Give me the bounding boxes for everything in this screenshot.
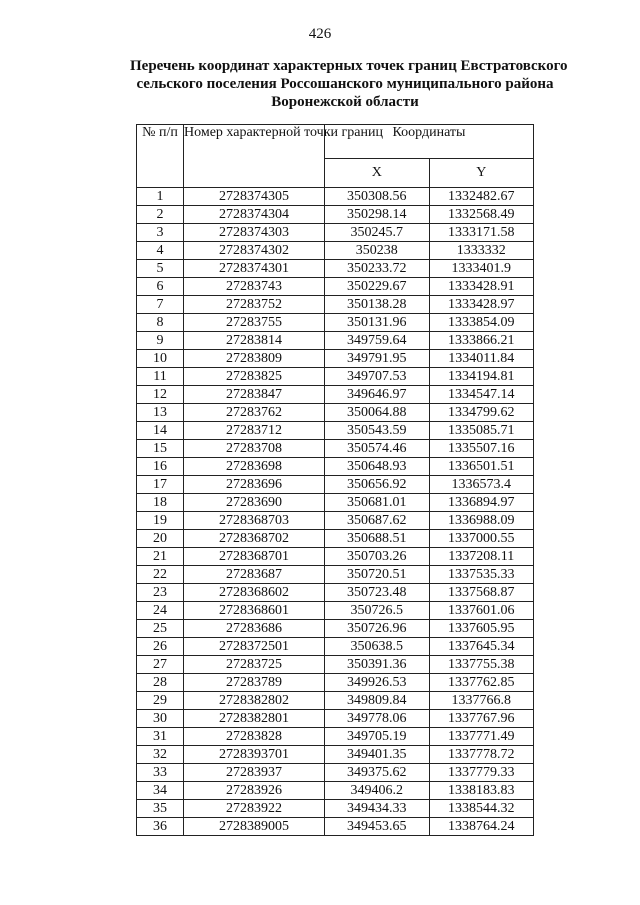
- table-row: [137, 350, 534, 368]
- cell-x: 350543.59: [325, 422, 430, 440]
- table-row: [137, 692, 534, 710]
- cell-point-number: 27283828: [184, 728, 325, 746]
- cell-point-number: 27283847: [184, 386, 325, 404]
- cell-x: 349453.65: [325, 818, 430, 836]
- cell-y: 1337605.95: [429, 620, 534, 638]
- page-number: 426: [308, 26, 332, 42]
- cell-x: 350064.88: [325, 404, 430, 422]
- cell-x: 350723.48: [325, 584, 430, 602]
- cell-y: 1337778.72: [429, 746, 534, 764]
- cell-y: 1333866.21: [429, 332, 534, 350]
- cell-x: 349434.33: [325, 800, 430, 818]
- document-title: [130, 57, 568, 111]
- cell-point-number: 27283789: [184, 674, 325, 692]
- cell-point-number: 27283937: [184, 764, 325, 782]
- table-row: [137, 458, 534, 476]
- cell-x: 350138.28: [325, 296, 430, 314]
- cell-number: 7: [137, 296, 184, 314]
- cell-number: 35: [137, 800, 184, 818]
- cell-y: 1337766.8: [429, 692, 534, 710]
- cell-point-number: 2728374304: [184, 206, 325, 224]
- cell-x: 349406.2: [325, 782, 430, 800]
- table-row: [137, 260, 534, 278]
- cell-number: 28: [137, 674, 184, 692]
- table-row: [137, 530, 534, 548]
- table-row: [137, 656, 534, 674]
- cell-point-number: 27283698: [184, 458, 325, 476]
- cell-point-number: 27283755: [184, 314, 325, 332]
- cell-y: 1332482.67: [429, 188, 534, 206]
- cell-number: 3: [137, 224, 184, 242]
- cell-number: 19: [137, 512, 184, 530]
- cell-number: 33: [137, 764, 184, 782]
- cell-x: 349401.35: [325, 746, 430, 764]
- cell-x: 350720.51: [325, 566, 430, 584]
- table-row: [137, 566, 534, 584]
- cell-x: 349778.06: [325, 710, 430, 728]
- header-y: Y: [429, 158, 534, 187]
- header-x: X: [325, 158, 430, 187]
- table-row: [137, 602, 534, 620]
- cell-x: 350574.46: [325, 440, 430, 458]
- table-row: [137, 314, 534, 332]
- cell-y: 1337779.33: [429, 764, 534, 782]
- cell-point-number: 27283762: [184, 404, 325, 422]
- table-row: [137, 674, 534, 692]
- cell-number: 25: [137, 620, 184, 638]
- cell-point-number: 27283696: [184, 476, 325, 494]
- cell-y: 1337535.33: [429, 566, 534, 584]
- cell-number: 4: [137, 242, 184, 260]
- cell-y: 1333854.09: [429, 314, 534, 332]
- cell-point-number: 27283922: [184, 800, 325, 818]
- cell-y: 1335507.16: [429, 440, 534, 458]
- cell-x: 350238: [325, 242, 430, 260]
- cell-number: 22: [137, 566, 184, 584]
- cell-point-number: 2728372501: [184, 638, 325, 656]
- cell-y: 1337000.55: [429, 530, 534, 548]
- cell-number: 21: [137, 548, 184, 566]
- cell-point-number: 2728374305: [184, 188, 325, 206]
- cell-point-number: 2728368601: [184, 602, 325, 620]
- table-row: [137, 800, 534, 818]
- table-row: [137, 710, 534, 728]
- cell-y: 1337568.87: [429, 584, 534, 602]
- cell-y: 1334011.84: [429, 350, 534, 368]
- cell-y: 1337762.85: [429, 674, 534, 692]
- cell-x: 350638.5: [325, 638, 430, 656]
- cell-x: 350391.36: [325, 656, 430, 674]
- cell-x: 350656.92: [325, 476, 430, 494]
- cell-x: 350648.93: [325, 458, 430, 476]
- cell-y: 1334194.81: [429, 368, 534, 386]
- cell-x: 350681.01: [325, 494, 430, 512]
- cell-x: 350131.96: [325, 314, 430, 332]
- cell-y: 1338764.24: [429, 818, 534, 836]
- cell-x: 350229.67: [325, 278, 430, 296]
- header-point-number: Номер характерной точки границ: [184, 125, 325, 188]
- cell-number: 30: [137, 710, 184, 728]
- cell-point-number: 2728393701: [184, 746, 325, 764]
- cell-y: 1335085.71: [429, 422, 534, 440]
- cell-x: 350726.5: [325, 602, 430, 620]
- cell-point-number: 2728374302: [184, 242, 325, 260]
- cell-number: 6: [137, 278, 184, 296]
- table-row: [137, 296, 534, 314]
- cell-number: 34: [137, 782, 184, 800]
- cell-point-number: 27283686: [184, 620, 325, 638]
- cell-point-number: 2728382801: [184, 710, 325, 728]
- cell-y: 1332568.49: [429, 206, 534, 224]
- cell-x: 350233.72: [325, 260, 430, 278]
- cell-number: 18: [137, 494, 184, 512]
- cell-x: 350687.62: [325, 512, 430, 530]
- cell-y: 1337755.38: [429, 656, 534, 674]
- cell-point-number: 2728368703: [184, 512, 325, 530]
- cell-number: 23: [137, 584, 184, 602]
- table-row: [137, 440, 534, 458]
- table-row: [137, 620, 534, 638]
- cell-number: 5: [137, 260, 184, 278]
- table-row: [137, 728, 534, 746]
- cell-point-number: 2728368602: [184, 584, 325, 602]
- cell-y: 1338544.32: [429, 800, 534, 818]
- cell-y: 1333428.97: [429, 296, 534, 314]
- table-row: [137, 188, 534, 206]
- cell-point-number: 2728368701: [184, 548, 325, 566]
- cell-number: 36: [137, 818, 184, 836]
- cell-point-number: 27283725: [184, 656, 325, 674]
- cell-point-number: 2728382802: [184, 692, 325, 710]
- cell-y: 1338183.83: [429, 782, 534, 800]
- cell-x: 349809.84: [325, 692, 430, 710]
- cell-point-number: 27283708: [184, 440, 325, 458]
- cell-point-number: 27283712: [184, 422, 325, 440]
- cell-y: 1336988.09: [429, 512, 534, 530]
- cell-y: 1336573.4: [429, 476, 534, 494]
- table-row: [137, 764, 534, 782]
- table-row: [137, 746, 534, 764]
- cell-y: 1337208.11: [429, 548, 534, 566]
- cell-x: 349791.95: [325, 350, 430, 368]
- table-row: [137, 206, 534, 224]
- title-line-3: Воронежской области: [271, 94, 419, 110]
- cell-y: 1334799.62: [429, 404, 534, 422]
- cell-x: 350245.7: [325, 224, 430, 242]
- cell-point-number: 2728389005: [184, 818, 325, 836]
- cell-y: 1337601.06: [429, 602, 534, 620]
- table-row: [137, 476, 534, 494]
- cell-x: 349926.53: [325, 674, 430, 692]
- cell-number: 11: [137, 368, 184, 386]
- cell-number: 12: [137, 386, 184, 404]
- table-row: [137, 584, 534, 602]
- cell-number: 1: [137, 188, 184, 206]
- table-row: [137, 548, 534, 566]
- table-row: [137, 422, 534, 440]
- cell-number: 32: [137, 746, 184, 764]
- cell-y: 1336894.97: [429, 494, 534, 512]
- cell-point-number: 27283814: [184, 332, 325, 350]
- title-line-1: Перечень координат характерных точек границ Евстратовского: [130, 58, 568, 74]
- cell-number: 29: [137, 692, 184, 710]
- cell-y: 1333401.9: [429, 260, 534, 278]
- cell-number: 27: [137, 656, 184, 674]
- table-row: [137, 242, 534, 260]
- cell-number: 15: [137, 440, 184, 458]
- header-coordinates: Координаты: [325, 125, 534, 159]
- cell-point-number: 27283752: [184, 296, 325, 314]
- cell-point-number: 27283825: [184, 368, 325, 386]
- cell-number: 2: [137, 206, 184, 224]
- cell-y: 1333332: [429, 242, 534, 260]
- table-header: [137, 125, 534, 188]
- cell-point-number: 27283690: [184, 494, 325, 512]
- cell-point-number: 27283743: [184, 278, 325, 296]
- cell-x: 350703.26: [325, 548, 430, 566]
- cell-number: 31: [137, 728, 184, 746]
- cell-y: 1333171.58: [429, 224, 534, 242]
- cell-x: 349759.64: [325, 332, 430, 350]
- cell-x: 349705.19: [325, 728, 430, 746]
- cell-number: 17: [137, 476, 184, 494]
- table-row: [137, 512, 534, 530]
- cell-number: 8: [137, 314, 184, 332]
- table-row: [137, 494, 534, 512]
- header-number: № п/п: [137, 125, 184, 188]
- table-row: [137, 368, 534, 386]
- cell-point-number: 27283687: [184, 566, 325, 584]
- table-row: [137, 224, 534, 242]
- table-row: [137, 386, 534, 404]
- cell-number: 13: [137, 404, 184, 422]
- cell-x: 349646.97: [325, 386, 430, 404]
- cell-y: 1337771.49: [429, 728, 534, 746]
- cell-x: 350308.56: [325, 188, 430, 206]
- table-row: [137, 782, 534, 800]
- cell-y: 1337767.96: [429, 710, 534, 728]
- table-row: [137, 278, 534, 296]
- title-line-2: сельского поселения Россошанского муниципального района: [136, 76, 554, 92]
- cell-y: 1336501.51: [429, 458, 534, 476]
- coordinates-table: [136, 124, 534, 836]
- table-row: [137, 818, 534, 836]
- cell-point-number: 2728374301: [184, 260, 325, 278]
- cell-x: 350298.14: [325, 206, 430, 224]
- table-row: [137, 332, 534, 350]
- table-row: [137, 638, 534, 656]
- cell-y: 1333428.91: [429, 278, 534, 296]
- cell-number: 14: [137, 422, 184, 440]
- cell-number: 20: [137, 530, 184, 548]
- cell-x: 350688.51: [325, 530, 430, 548]
- cell-number: 24: [137, 602, 184, 620]
- table-body: [137, 188, 534, 836]
- cell-y: 1334547.14: [429, 386, 534, 404]
- cell-x: 350726.96: [325, 620, 430, 638]
- cell-x: 349707.53: [325, 368, 430, 386]
- cell-point-number: 27283809: [184, 350, 325, 368]
- cell-point-number: 2728374303: [184, 224, 325, 242]
- cell-point-number: 27283926: [184, 782, 325, 800]
- cell-x: 349375.62: [325, 764, 430, 782]
- cell-number: 9: [137, 332, 184, 350]
- cell-point-number: 2728368702: [184, 530, 325, 548]
- cell-number: 26: [137, 638, 184, 656]
- cell-y: 1337645.34: [429, 638, 534, 656]
- cell-number: 10: [137, 350, 184, 368]
- table-row: [137, 404, 534, 422]
- cell-number: 16: [137, 458, 184, 476]
